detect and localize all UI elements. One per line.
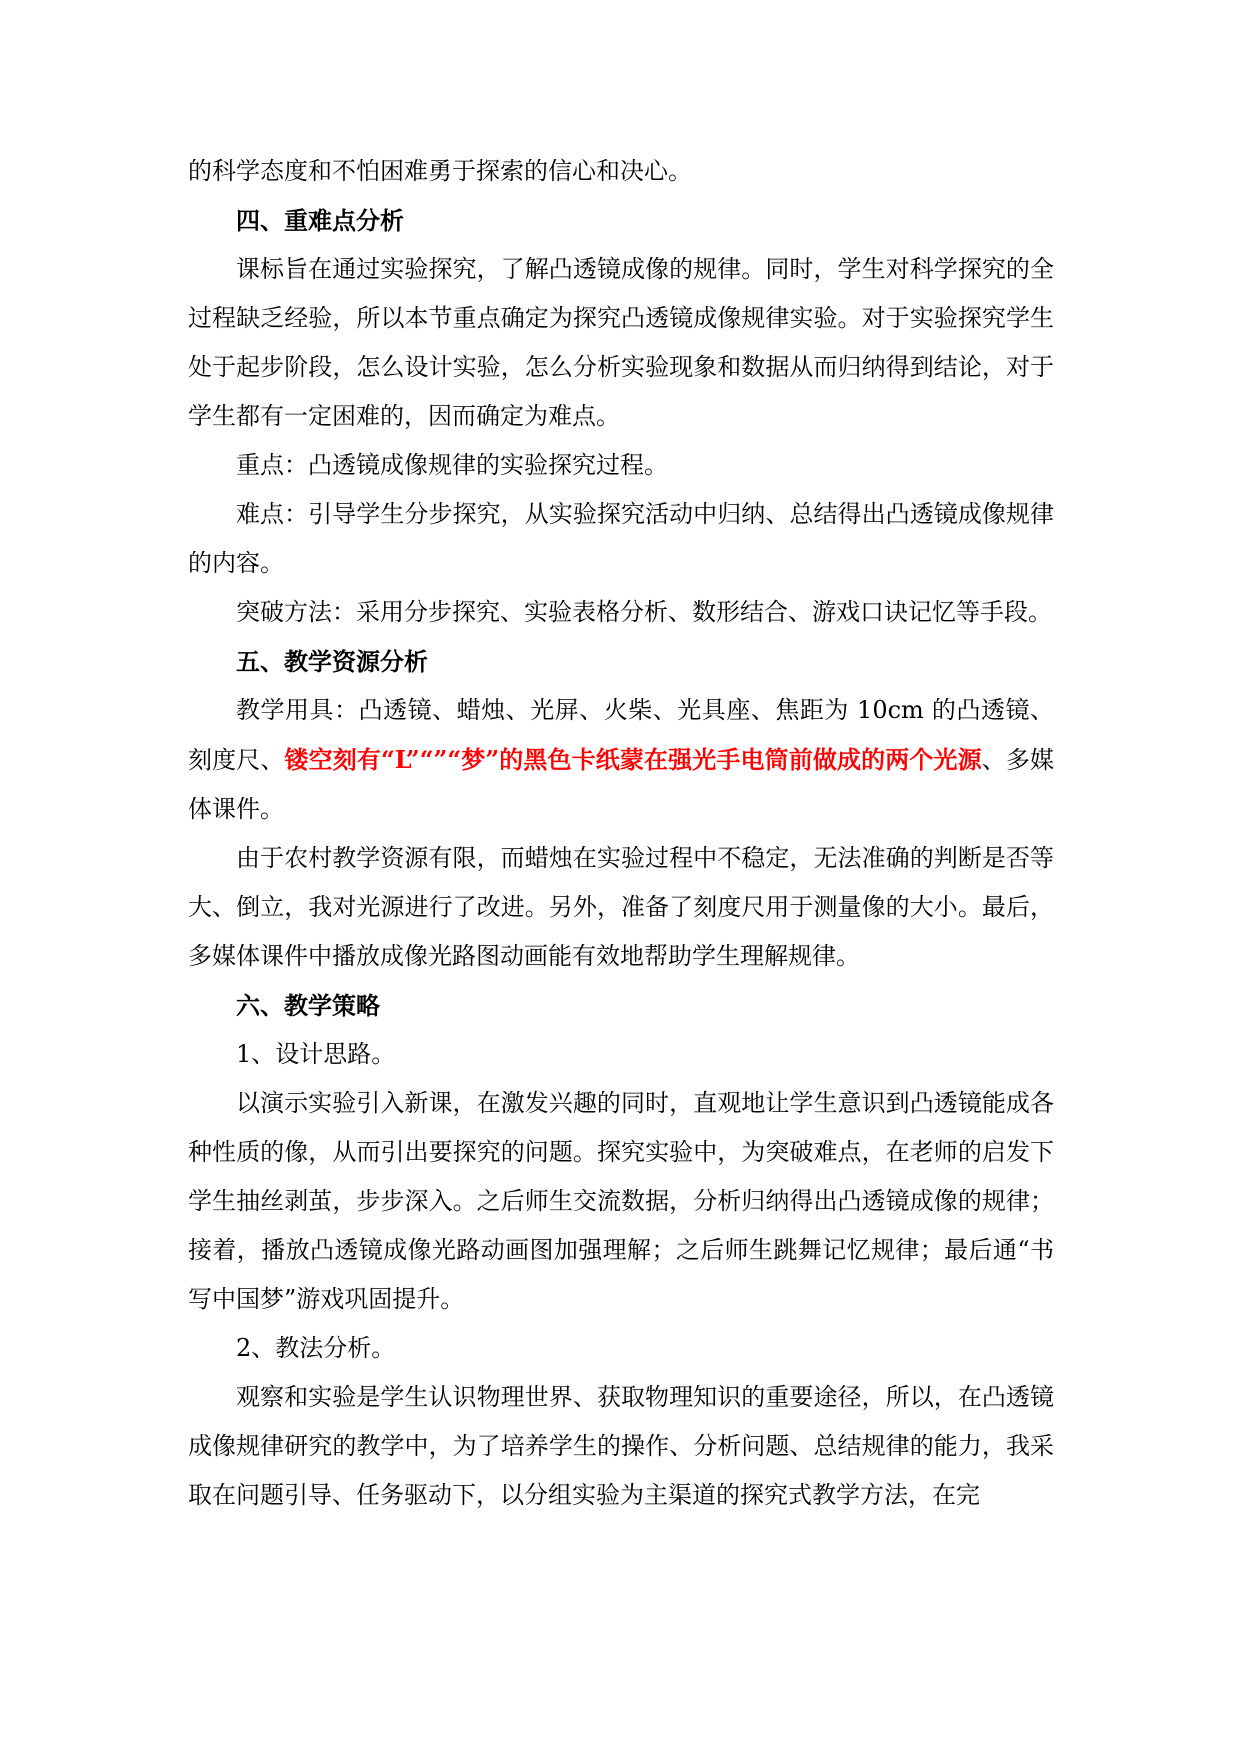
section-heading-key-difficult-points: 四、重难点分析	[236, 206, 404, 235]
teaching-tools-text: 教学用具：凸透镜、蜡烛、光屏、火柴、光具座、焦距为 10cm 的凸透镜、刻度尺、	[188, 696, 1054, 774]
teaching-tools-highlight: 镂空刻有“L”“”“梦”的黑色卡纸蒙在强光手电筒前做成的两个光源	[284, 745, 982, 774]
subheading-teaching-method: 2、教法分析。	[236, 1334, 396, 1362]
paragraph-curriculum-standard: 课标旨在通过实验探究，了解凸透镜成像的规律。同时，学生对科学探究的全过程缺乏经验，所以本节重点确定为探究凸透镜成像规律实验。对于实验探究学生处于起步阶段，怎么设计实验，怎么分析实验现象和数据从而归纳得到结论，对于学生都有一定困难的，因而确定为难点。	[188, 255, 1054, 430]
paragraph-teaching-tools	[188, 686, 1054, 834]
paragraph-key-point: 重点：凸透镜成像规律的实验探究过程。	[236, 451, 668, 479]
section-heading-teaching-resources: 五、教学资源分析	[236, 647, 428, 676]
paragraph-teaching-method: 观察和实验是学生认识物理世界、获取物理知识的重要途径，所以，在凸透镜成像规律研究的教学中，为了培养学生的操作、分析问题、总结规律的能力，我采取在问题引导、任务驱动下，以分组实验为主渠道的探究式教学方法，在完	[188, 1383, 1054, 1509]
subheading-design-idea: 1、设计思路。	[236, 1040, 396, 1068]
document-page	[188, 147, 1054, 1520]
paragraph-difficulty: 难点：引导学生分步探究，从实验探究活动中归纳、总结得出凸透镜成像规律的内容。	[188, 500, 1054, 577]
paragraph-breakthrough-method: 突破方法：采用分步探究、实验表格分析、数形结合、游戏口诀记忆等手段。	[236, 598, 1052, 626]
paragraph-resource-improvement: 由于农村教学资源有限，而蜡烛在实验过程中不稳定，无法准确的判断是否等大、倒立，我对光源进行了改进。另外，准备了刻度尺用于测量像的大小。最后，多媒体课件中播放成像光路图动画能有效地帮助学生理解规律。	[188, 844, 1054, 970]
continuation-paragraph: 的科学态度和不怕困难勇于探索的信心和决心。	[188, 157, 692, 185]
paragraph-design-idea: 以演示实验引入新课，在激发兴趣的同时，直观地让学生意识到凸透镜能成各种性质的像，从而引出要探究的问题。探究实验中，为突破难点，在老师的启发下学生抽丝剥茧，步步深入。之后师生交流数据，分析归纳得出凸透镜成像的规律；接着，播放凸透镜成像光路动画图加强理解；之后师生跳舞记忆规律；最后通“书写中国梦”游戏巩固提升。	[188, 1089, 1054, 1313]
teaching-tools-suffix: 、多媒体课件。	[188, 746, 1055, 823]
section-heading-teaching-strategy: 六、教学策略	[236, 991, 380, 1020]
